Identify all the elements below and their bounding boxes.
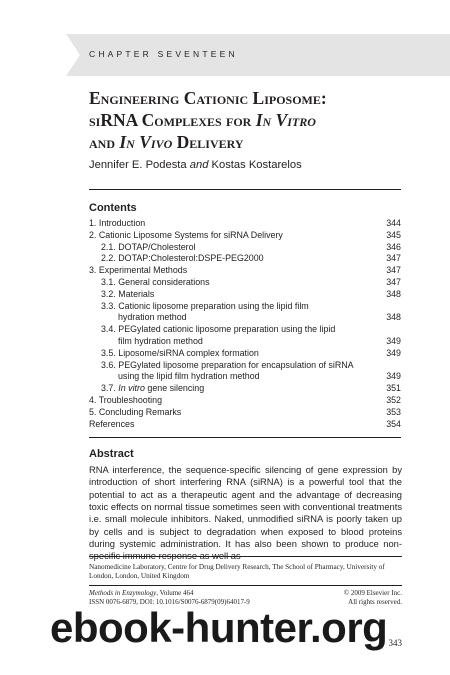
divider-top xyxy=(89,189,401,190)
contents-heading: Contents xyxy=(89,202,137,214)
toc-entry-page: 349 xyxy=(386,347,401,358)
copyright: © 2009 Elsevier Inc. xyxy=(343,589,402,597)
toc-entry xyxy=(89,395,401,407)
authors-conjunction: and xyxy=(189,159,209,171)
toc-entry-label: hydration method xyxy=(118,312,187,323)
authors xyxy=(89,159,302,171)
meta-row-journal xyxy=(89,589,402,597)
toc-entry-label: 3.7. In vitro gene silencing xyxy=(101,383,205,394)
toc-entry xyxy=(89,336,401,348)
toc-entry-page: 347 xyxy=(386,253,401,264)
toc-entry-page: 353 xyxy=(386,406,401,417)
toc-entry-label: 1. Introduction xyxy=(89,218,146,228)
toc-entry-label: 3.4. PEGylated cationic liposome preparation using the lipid xyxy=(101,324,336,335)
toc-entry-label: 2.1. DOTAP/Cholesterol xyxy=(101,241,196,252)
toc-entry xyxy=(89,242,401,254)
toc-entry xyxy=(89,419,401,431)
toc-entry-page: 352 xyxy=(386,394,401,405)
issn-doi: ISSN 0076-6879, DOI: 10.1016/S0076-6879(09)64017-9 xyxy=(89,598,250,606)
toc-entry-label: 3.5. Liposome/siRNA complex formation xyxy=(101,347,259,358)
toc-entry xyxy=(89,324,401,336)
toc-entry-label: 2.2. DOTAP:Cholesterol:DSPE-PEG2000 xyxy=(101,253,264,264)
toc-entry-page: 349 xyxy=(386,335,401,346)
toc-entry-label: 3. Experimental Methods xyxy=(89,265,188,276)
toc-entry-page: 349 xyxy=(386,371,401,382)
toc-entry xyxy=(89,277,401,289)
toc-entry-page: 348 xyxy=(386,288,401,299)
toc-entry xyxy=(89,360,401,372)
chapter-notch-decoration xyxy=(66,34,80,76)
chapter-label: CHAPTER SEVENTEEN xyxy=(89,49,238,59)
toc-entry-label: 3.2. Materials xyxy=(101,288,155,299)
title-line-2: siRNA Complexes for In Vitro xyxy=(89,110,316,130)
toc-entry-label: 2. Cationic Liposome Systems for siRNA Delivery xyxy=(89,229,283,240)
divider-footer xyxy=(89,556,402,557)
divider-meta xyxy=(89,585,402,586)
chapter-title xyxy=(89,87,419,153)
toc-entry-label: 3.3. Cationic liposome preparation using the lipid film xyxy=(101,300,309,311)
affiliation: Nanomedicine Laboratory, Centre for Drug Delivery Research, The School of Pharmacy, University of London, London, United Kingdom xyxy=(89,563,385,580)
toc-entry xyxy=(89,312,401,324)
journal-citation: Methods in Enzymology, Volume 464 xyxy=(89,589,194,597)
toc-entry-page: 347 xyxy=(386,265,401,276)
toc-entry-label: using the lipid film hydration method xyxy=(118,371,260,382)
toc-entry xyxy=(89,230,401,242)
author-first: Jennifer E. Podesta xyxy=(89,159,187,171)
toc-entry-page: 344 xyxy=(386,218,401,228)
toc-entry-page: 345 xyxy=(386,229,401,240)
divider-toc-end xyxy=(89,437,401,438)
toc-entry xyxy=(89,253,401,265)
toc-entry-page: 351 xyxy=(386,383,401,394)
toc-entry-page: 346 xyxy=(386,241,401,252)
toc-entry xyxy=(89,289,401,301)
toc-entry-page: 354 xyxy=(386,418,401,429)
toc-entry xyxy=(89,348,401,360)
toc-entry-label: 4. Troubleshooting xyxy=(89,394,163,405)
toc-entry-page: 348 xyxy=(386,312,401,323)
toc-entry xyxy=(89,218,401,230)
toc-entry-label: 5. Concluding Remarks xyxy=(89,406,182,417)
toc-entry xyxy=(89,407,401,419)
toc-entry xyxy=(89,301,401,313)
table-of-contents xyxy=(89,218,401,430)
toc-entry-label: film hydration method xyxy=(118,335,203,346)
abstract-heading: Abstract xyxy=(89,448,134,460)
abstract-text: RNA interference, the sequence-specific silencing of gene expression by introduction of short interfering RNA (siRNA) is a powerful tool that the potential to act as a therapeutic agent and the advantage of decreasing toxic effects on normal tissue sometimes seen with conventional treatments i.e. small molecule inhibitors. Naked, unmodified siRNA is poorly taken up by cells and is subject to degradation when exposed to blood proteins during systemic administration. It has also been shown to produce non-specific immune response as well as xyxy=(89,465,402,562)
toc-entry-label: 3.6. PEGylated liposome preparation for encapsulation of siRNA xyxy=(101,359,354,370)
author-second: Kostas Kostarelos xyxy=(211,159,302,171)
title-line-1: Engineering Cationic Liposome: xyxy=(89,88,327,108)
toc-entry-label: 3.1. General considerations xyxy=(101,276,210,287)
rights: All rights reserved. xyxy=(348,598,402,606)
toc-entry-label: References xyxy=(89,418,135,429)
toc-entry-page: 347 xyxy=(386,276,401,287)
title-line-3: and In Vivo Delivery xyxy=(89,132,244,152)
toc-entry xyxy=(89,265,401,277)
watermark: ebook-hunter.org xyxy=(50,604,388,651)
toc-entry xyxy=(89,371,401,383)
toc-entry xyxy=(89,383,401,395)
page-number: 343 xyxy=(388,638,402,648)
